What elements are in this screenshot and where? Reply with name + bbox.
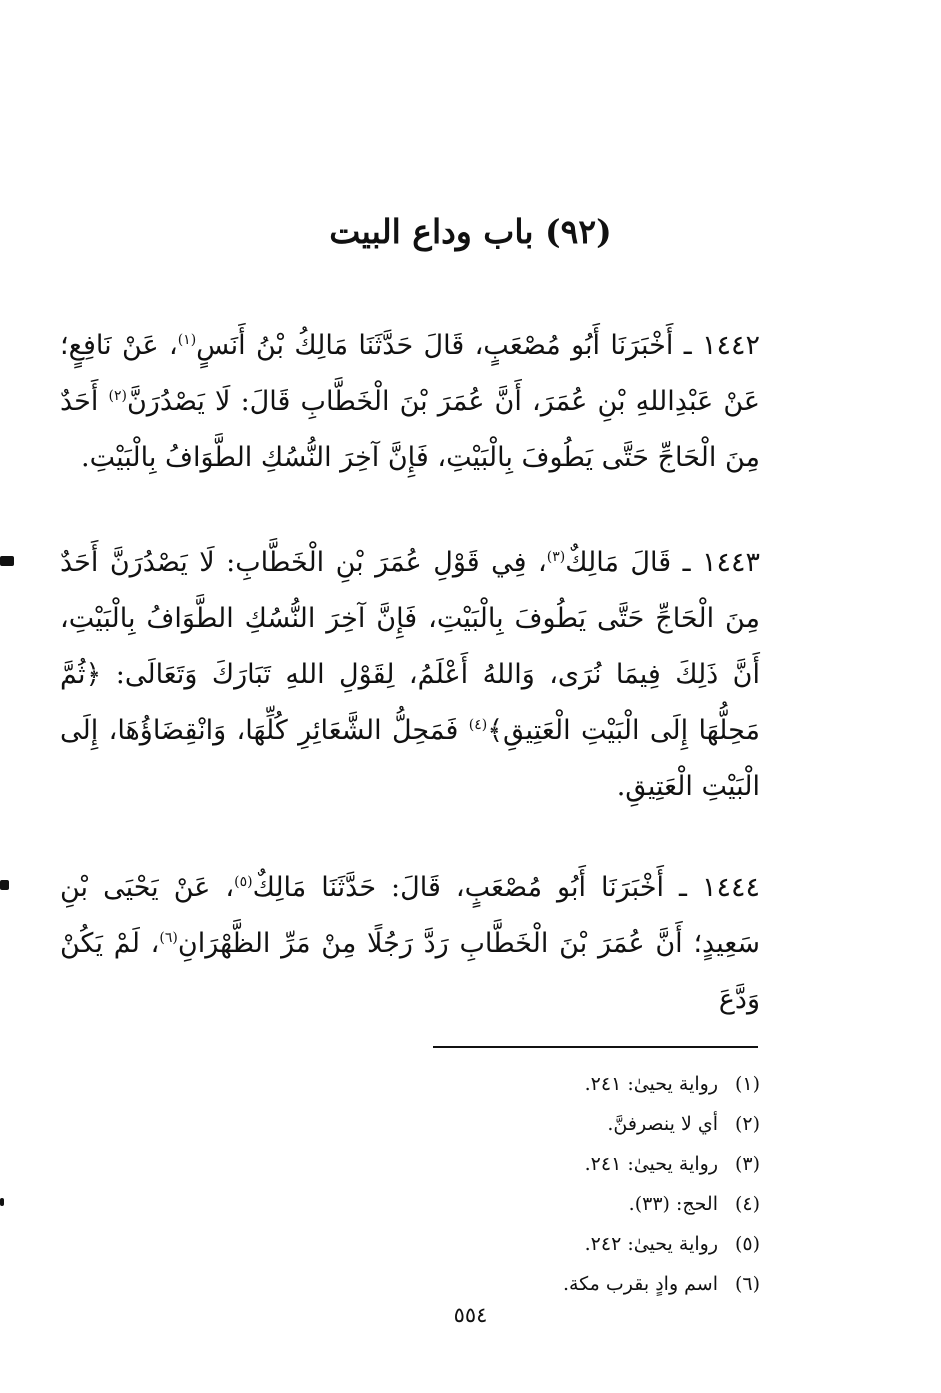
margin-ink-mark (0, 1198, 4, 1206)
footnote-item (360, 1064, 760, 1104)
hadith-text-segment: ، فِي قَوْلِ عُمَرَ بْنِ الْخَطَّابِ: لَا يَصْدُرَنَّ أَحَدٌ مِنَ الْحَاجِّ حَتَّى يَطُوفَ بِالْبَيْتِ، فَإِنَّ آخِرَ النُّسُكِ الطَّوَافُ بِالْبَيْتِ، أَنَّ ذَلِكَ فِيمَا نُرَى، وَاللهُ أَعْلَمُ، لِقَوْلِ اللهِ تَبَارَكَ وَتَعَالَى: ﴿ثُمَّ مَحِلُّهَا إِلَى الْبَيْتِ الْعَتِيقِ﴾ (60, 547, 760, 746)
footnote-text: اسم وادٍ بقرب مكة. (562, 1273, 718, 1295)
chapter-title: (٩٢) باب وداع البيت (329, 212, 612, 251)
hadith-1442 (60, 318, 760, 486)
footnotes-list (360, 1064, 760, 1304)
margin-ink-mark (0, 556, 14, 566)
hadith-text (60, 535, 760, 815)
footnote-text: رواية يحيىٰ: ٢٤١. (584, 1153, 718, 1175)
footnote-marker: (٣) (546, 549, 566, 565)
hadith-1444 (60, 860, 760, 1028)
footnote-text: رواية يحيىٰ: ٢٤١. (584, 1073, 718, 1095)
footnote-number: (٣) (734, 1153, 760, 1175)
footnote-marker: (٦) (159, 930, 178, 946)
footnote-number: (٢) (734, 1113, 760, 1135)
hadith-text (60, 860, 760, 1028)
margin-ink-mark (0, 880, 9, 890)
footnote-item (360, 1104, 760, 1144)
footnote-item (360, 1264, 760, 1304)
footnote-marker: (٢) (108, 388, 127, 404)
footnote-text: أي لا ينصرفنَّ. (607, 1113, 718, 1135)
hadith-1443 (60, 535, 760, 815)
hadith-text-segment: أَحَدٌ مِنَ الْحَاجِّ حَتَّى يَطُوفَ بِالْبَيْتِ، فَإِنَّ آخِرَ النُّسُكِ الطَّوَافُ بِالْبَيْتِ. (60, 386, 760, 473)
footnote-item (360, 1224, 760, 1264)
hadith-text-segment: فَمَحِلُّ الشَّعَائِرِ كُلِّهَا، وَانْقِضَاؤُهَا، إِلَى الْبَيْتِ الْعَتِيقِ. (60, 715, 760, 802)
footnote-marker: (٥) (234, 874, 253, 890)
hadith-text-segment: ، لَمْ يَكُنْ وَدَّعَ (60, 928, 760, 1015)
footnote-number: (١) (734, 1073, 760, 1095)
hadith-text-segment: ١٤٤٤ ـ أَخْبَرَنَا أَبُو مُصْعَبٍ، قَالَ: حَدَّثَنَا مَالِكٌ (252, 872, 760, 903)
footnote-text: الحج: (٣٣). (628, 1193, 718, 1215)
footnote-text: رواية يحيىٰ: ٢٤٢. (584, 1233, 718, 1255)
footnote-item (360, 1184, 760, 1224)
footnote-marker: (٤) (468, 717, 488, 733)
hadith-text-segment: ، عَنْ يَحْيَى بْنِ سَعِيدٍ؛ أَنَّ عُمَرَ بْنَ الْخَطَّابِ رَدَّ رَجُلًا مِنْ مَرِّ الظَّهْرَانِ (60, 872, 760, 959)
page-number: ٥٥٤ (453, 1303, 488, 1327)
hadith-text-segment: ١٤٤٣ ـ قَالَ مَالِكٌ (565, 547, 760, 578)
footnote-item (360, 1144, 760, 1184)
footnote-number: (٥) (734, 1233, 760, 1255)
hadith-text-segment: ١٤٤٢ ـ أَخْبَرَنَا أَبُو مُصْعَبٍ، قَالَ حَدَّثَنَا مَالِكُ بْنُ أَنَسٍ (196, 330, 760, 361)
footnote-number: (٤) (734, 1193, 760, 1215)
footnote-number: (٦) (734, 1273, 760, 1295)
footnote-separator (433, 1046, 758, 1048)
hadith-text-segment: ، عَنْ نَافِعٍ؛ عَنْ عَبْدِاللهِ بْنِ عُمَرَ، أَنَّ عُمَرَ بْنَ الْخَطَّابِ قَالَ: لَا يَصْدُرَنَّ (60, 330, 761, 417)
hadith-text (60, 318, 760, 486)
footnote-marker: (١) (177, 332, 197, 348)
